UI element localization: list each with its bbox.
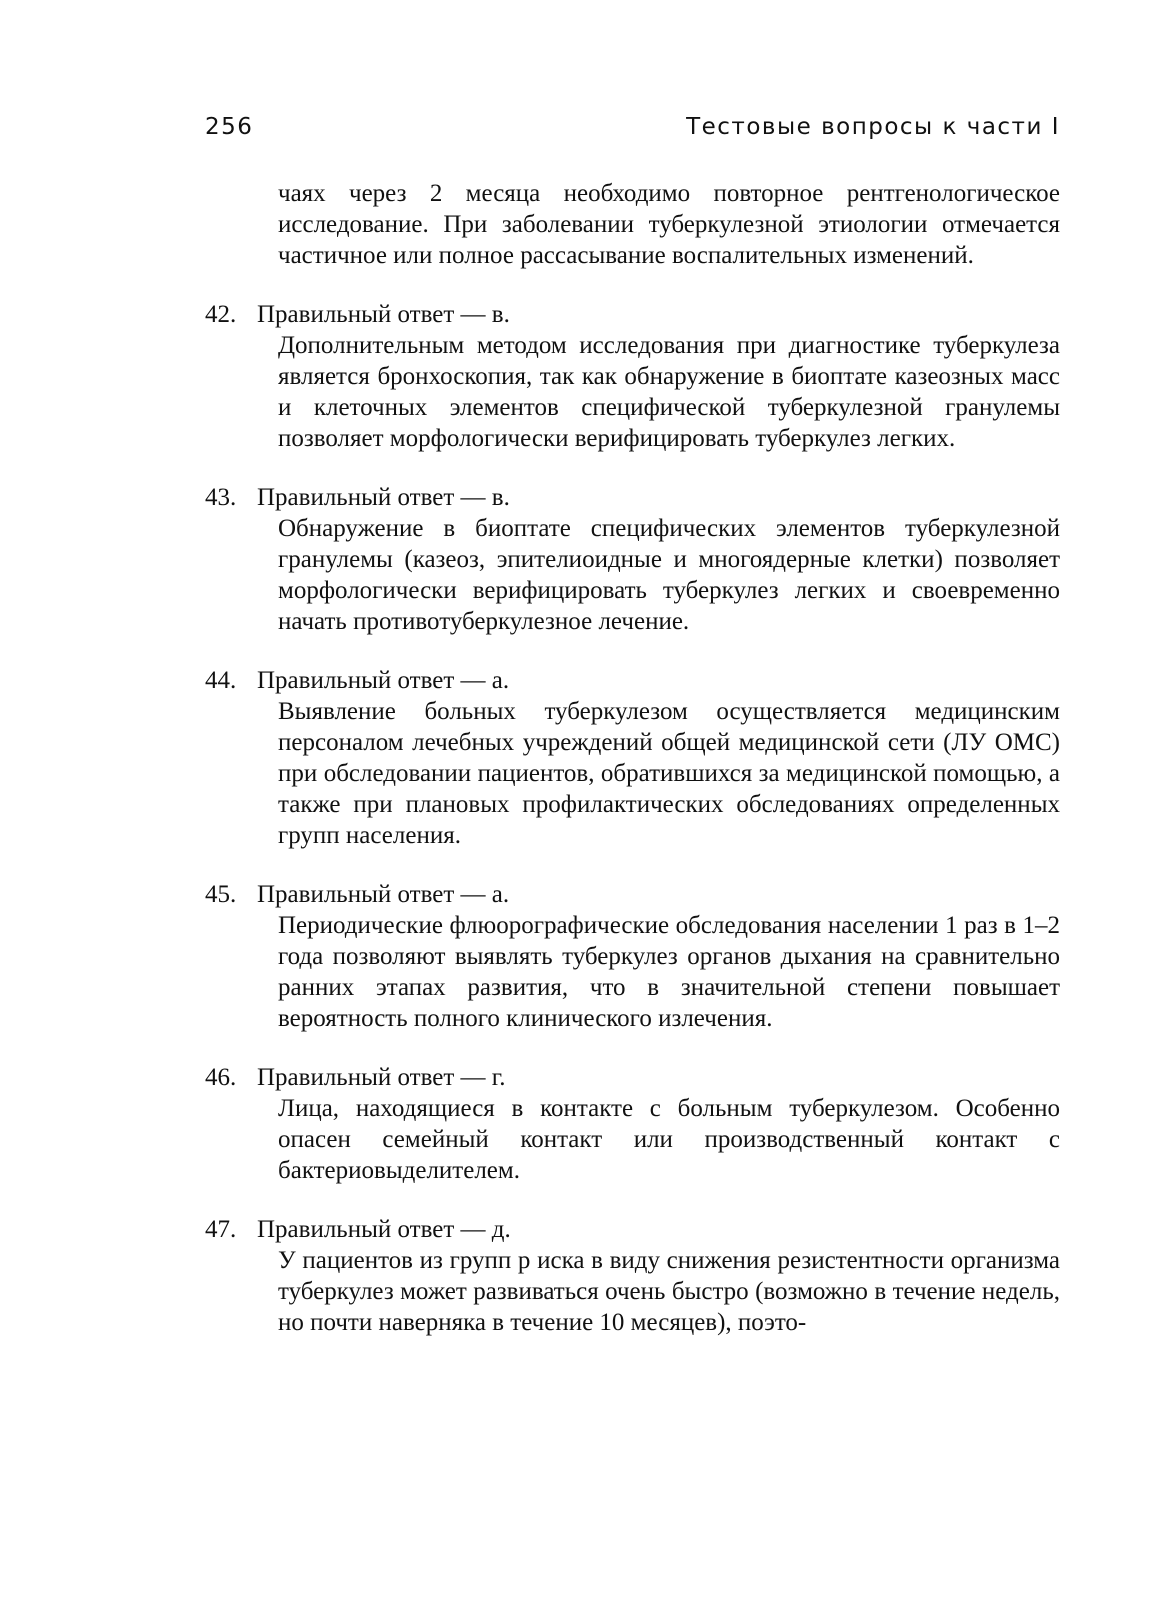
answer-label: Правильный ответ — а. bbox=[257, 667, 510, 694]
answer-label: Правильный ответ — в. bbox=[257, 301, 510, 328]
running-title: Тестовые вопросы к части I bbox=[686, 114, 1060, 140]
answer-heading bbox=[205, 1062, 1060, 1093]
answer-47 bbox=[205, 1214, 1060, 1338]
page-body bbox=[205, 178, 1060, 1366]
continuation-paragraph: чаях через 2 месяца необходимо повторное рентгенологическое исследование. При заболевании туберкулезной этиологии отмечается частичное или полное рассасывание воспалительных изменений. bbox=[278, 180, 1060, 269]
answer-explanation: У пациентов из групп р иска в виду снижения резистентности организма туберкулез может развиваться очень быстро (возможно в течение недель, но почти наверняка в течение 10 месяцев), поэто- bbox=[278, 1247, 1060, 1336]
answer-43 bbox=[205, 482, 1060, 637]
answer-heading bbox=[205, 879, 1060, 910]
answer-label: Правильный ответ — а. bbox=[257, 881, 510, 908]
answer-44 bbox=[205, 665, 1060, 851]
answer-42 bbox=[205, 299, 1060, 454]
answer-number: 43. bbox=[205, 484, 237, 511]
answer-number: 42. bbox=[205, 301, 237, 328]
page-header bbox=[205, 114, 1060, 150]
answer-heading bbox=[205, 299, 1060, 330]
answer-explanation: Дополнительным методом исследования при диагностике туберкулеза является бронхоскопия, так как обнаружение в биоптате казеозных масс и клеточных элементов специфической туберкулезной гранулемы позволяет морфологически верифицировать туберкулез легких. bbox=[278, 332, 1060, 452]
answer-heading bbox=[205, 482, 1060, 513]
answer-label: Правильный ответ — г. bbox=[257, 1064, 506, 1091]
answer-number: 46. bbox=[205, 1064, 237, 1091]
answer-number: 47. bbox=[205, 1216, 237, 1243]
answer-label: Правильный ответ — в. bbox=[257, 484, 510, 511]
page-number: 256 bbox=[205, 114, 254, 140]
answer-number: 45. bbox=[205, 881, 237, 908]
answer-number: 44. bbox=[205, 667, 237, 694]
answer-46 bbox=[205, 1062, 1060, 1186]
answer-explanation: Выявление больных туберкулезом осуществляется медицинским персоналом лечебных учреждений общей медицинской сети (ЛУ ОМС) при обследовании пациентов, обратившихся за медицинской помощью, а также при плановых профилактических обследованиях определенных групп населения. bbox=[278, 698, 1060, 849]
answer-explanation: Периодические флюорографические обследования населении 1 раз в 1–2 года позволяют выявлять туберкулез органов дыхания на сравнительно ранних этапах развития, что в значительной степени повышает вероятность полного клинического излечения. bbox=[278, 912, 1060, 1032]
answer-label: Правильный ответ — д. bbox=[257, 1216, 511, 1243]
answer-heading bbox=[205, 1214, 1060, 1245]
answer-explanation: Лица, находящиеся в контакте с больным туберкулезом. Особенно опасен семейный контакт или производственный контакт с бактериовыделителем. bbox=[278, 1095, 1060, 1184]
answer-explanation: Обнаружение в биоптате специфических элементов туберкулезной гранулемы (казеоз, эпителиоидные и многоядерные клетки) позволяет морфологически верифицировать туберкулез легких и своевременно начать противотуберкулезное лечение. bbox=[278, 515, 1060, 635]
answer-45 bbox=[205, 879, 1060, 1034]
answer-heading bbox=[205, 665, 1060, 696]
